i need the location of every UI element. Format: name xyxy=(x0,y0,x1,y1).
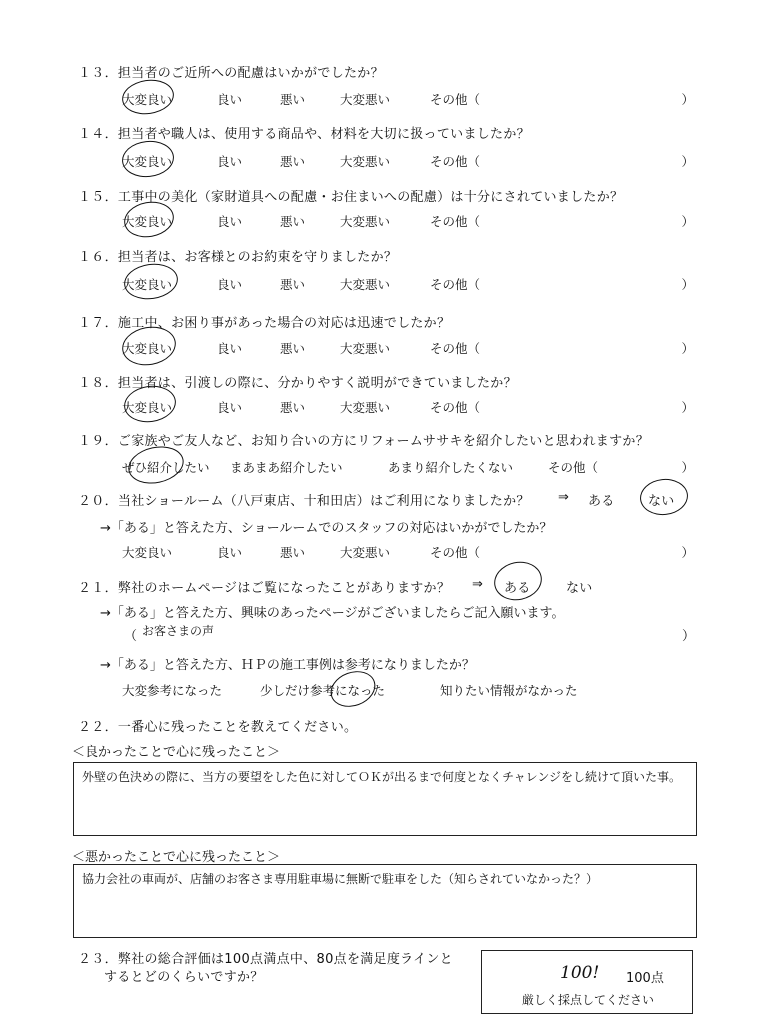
option-not-recommend[interactable]: あまり紹介したくない xyxy=(388,460,514,475)
paren-close: ） xyxy=(681,545,694,560)
answer-circle xyxy=(120,138,175,179)
question-20: ２０．当社ショールーム（八戸東店、十和田店）はご利用になりましたか？ xyxy=(78,494,530,509)
answer-circle xyxy=(491,557,546,604)
option-bad[interactable]: 悪い xyxy=(280,341,306,356)
q21-followup-examples: →「ある」と答えた方、ＨＰの施工事例は参考になりましたか？ xyxy=(100,658,475,673)
option-good[interactable]: 良い xyxy=(217,277,243,292)
option-other[interactable]: その他（ xyxy=(430,214,481,229)
option-very-bad[interactable]: 大変悪い xyxy=(340,154,391,169)
question-15: １５．工事中の美化（家財道具への配慮・お住まいへの配慮）は十分にされていましたか？ xyxy=(78,190,624,205)
option-other[interactable]: その他（ xyxy=(430,400,481,415)
option-other[interactable]: その他（ xyxy=(430,545,481,560)
option-bad[interactable]: 悪い xyxy=(280,214,306,229)
paren-close: ） xyxy=(681,400,694,415)
rating-options-20 xyxy=(122,543,694,561)
paren-close: ） xyxy=(681,154,694,169)
option-other[interactable]: その他（ xyxy=(430,154,481,169)
rating-options-13 xyxy=(122,90,694,108)
option-bad[interactable]: 悪い xyxy=(280,92,306,107)
option-good[interactable]: 良い xyxy=(217,214,243,229)
question-17: １７．施工中、お困り事があった場合の対応は迅速でしたか？ xyxy=(78,316,451,331)
question-19: １９．ご家族やご友人など、お知り合いの方にリフォームササキを紹介したいと思われますか？ xyxy=(78,434,649,449)
option-good[interactable]: 良い xyxy=(217,545,243,560)
question-22: ２２．一番心に残ったことを教えてください。 xyxy=(78,720,358,735)
answer-circle xyxy=(120,77,176,118)
option-very-good[interactable]: 大変良い xyxy=(122,92,173,107)
question-13: １３．担当者のご近所への配慮はいかがでしたか？ xyxy=(78,66,384,81)
question-14: １４．担当者や職人は、使用する商品や、材料を大切に扱っていましたか？ xyxy=(78,127,530,142)
option-good[interactable]: 良い xyxy=(217,341,243,356)
q21-option-yes[interactable]: ある xyxy=(504,581,531,596)
option-very-helpful[interactable]: 大変参考になった xyxy=(122,683,223,698)
paren-close: ） xyxy=(681,92,694,107)
option-not-helpful[interactable]: 知りたい情報がなかった xyxy=(440,683,578,698)
rating-options-14 xyxy=(122,152,694,170)
arrow-icon: ⇒ xyxy=(558,490,570,505)
option-slightly-helpful[interactable]: 少しだけ参考になった xyxy=(260,683,386,698)
score-handwritten: 100! xyxy=(560,963,600,983)
option-very-bad[interactable]: 大変悪い xyxy=(340,92,391,107)
paren-open: （ xyxy=(124,629,138,644)
score-unit: 100点 xyxy=(626,971,664,986)
answer-circle xyxy=(638,477,690,518)
recommend-options-19 xyxy=(122,458,694,476)
option-very-good[interactable]: 大変良い xyxy=(122,341,173,356)
paren-close: ） xyxy=(681,277,694,292)
option-other[interactable]: その他（ xyxy=(430,92,481,107)
bad-memory-text: 協力会社の車両が、店舗のお客さま専用駐車場に無断で駐車をした（知らされていなかった？） xyxy=(82,872,599,886)
paren-close: ） xyxy=(681,341,694,356)
option-bad[interactable]: 悪い xyxy=(280,545,306,560)
question-16: １６．担当者は、お客様とのお約束を守りましたか？ xyxy=(78,250,398,265)
good-memory-label: ＜良かったことで心に残ったこと＞ xyxy=(72,745,281,760)
score-box[interactable] xyxy=(481,950,693,1014)
option-very-bad[interactable]: 大変悪い xyxy=(340,214,391,229)
option-very-bad[interactable]: 大変悪い xyxy=(340,545,391,560)
option-good[interactable]: 良い xyxy=(217,400,243,415)
q20-option-yes[interactable]: ある xyxy=(588,494,615,509)
option-very-good[interactable]: 大変良い xyxy=(122,277,173,292)
score-note: 厳しく採点してください xyxy=(522,993,655,1007)
q20-option-no[interactable]: ない xyxy=(648,494,675,509)
q20-followup: →「ある」と答えた方、ショールームでのスタッフの対応はいかがでしたか？ xyxy=(100,521,553,536)
option-very-good[interactable]: 大変良い xyxy=(122,545,173,560)
option-bad[interactable]: 悪い xyxy=(280,277,306,292)
option-very-bad[interactable]: 大変悪い xyxy=(340,400,391,415)
option-somewhat-recommend[interactable]: まあまあ紹介したい xyxy=(230,460,343,475)
rating-options-16 xyxy=(122,275,694,293)
option-other[interactable]: その他（ xyxy=(430,341,481,356)
rating-options-18 xyxy=(122,398,694,416)
bad-memory-box[interactable] xyxy=(73,864,697,938)
option-bad[interactable]: 悪い xyxy=(280,154,306,169)
q21-page-answer[interactable]: お客さまの声 xyxy=(142,624,215,638)
rating-options-17 xyxy=(122,339,694,357)
rating-options-15 xyxy=(122,212,694,230)
question-23: ２３．弊社の総合評価は100点満点中、80点を満足度ラインと xyxy=(78,952,453,967)
option-bad[interactable]: 悪い xyxy=(280,400,306,415)
option-very-good[interactable]: 大変良い xyxy=(122,214,173,229)
paren-close: ） xyxy=(681,214,694,229)
bad-memory-label: ＜悪かったことで心に残ったこと＞ xyxy=(72,850,281,865)
option-good[interactable]: 良い xyxy=(217,92,243,107)
option-very-good[interactable]: 大変良い xyxy=(122,400,173,415)
answer-circle xyxy=(122,260,180,302)
question-18: １８．担当者は、引渡しの際に、分かりやすく説明ができていましたか？ xyxy=(78,376,517,391)
good-memory-box[interactable] xyxy=(73,762,697,836)
reference-options-21 xyxy=(122,681,694,699)
question-23-line2: するとどのくらいですか？ xyxy=(104,970,264,985)
option-very-bad[interactable]: 大変悪い xyxy=(340,341,391,356)
option-other[interactable]: その他（ xyxy=(430,277,481,292)
question-21: ２１．弊社のホームページはご覧になったことがありますか？ xyxy=(78,581,451,596)
arrow-icon: ⇒ xyxy=(472,577,484,592)
option-very-good[interactable]: 大変良い xyxy=(122,154,173,169)
good-memory-text: 外壁の色決めの際に、当方の要望をした色に対してＯＫが出るまで何度となくチャレンジをし続けて頂いた事。 xyxy=(82,770,682,784)
paren-close: ） xyxy=(681,460,694,475)
option-good[interactable]: 良い xyxy=(217,154,243,169)
q21-followup-pages: →「ある」と答えた方、興味のあったページがございましたらご記入願います。 xyxy=(100,606,565,621)
option-definitely-recommend[interactable]: ぜひ紹介したい xyxy=(122,460,210,475)
option-other[interactable]: その他（ xyxy=(548,460,599,475)
option-very-bad[interactable]: 大変悪い xyxy=(340,277,391,292)
q21-option-no[interactable]: ない xyxy=(566,581,593,596)
paren-close: ） xyxy=(682,629,696,644)
